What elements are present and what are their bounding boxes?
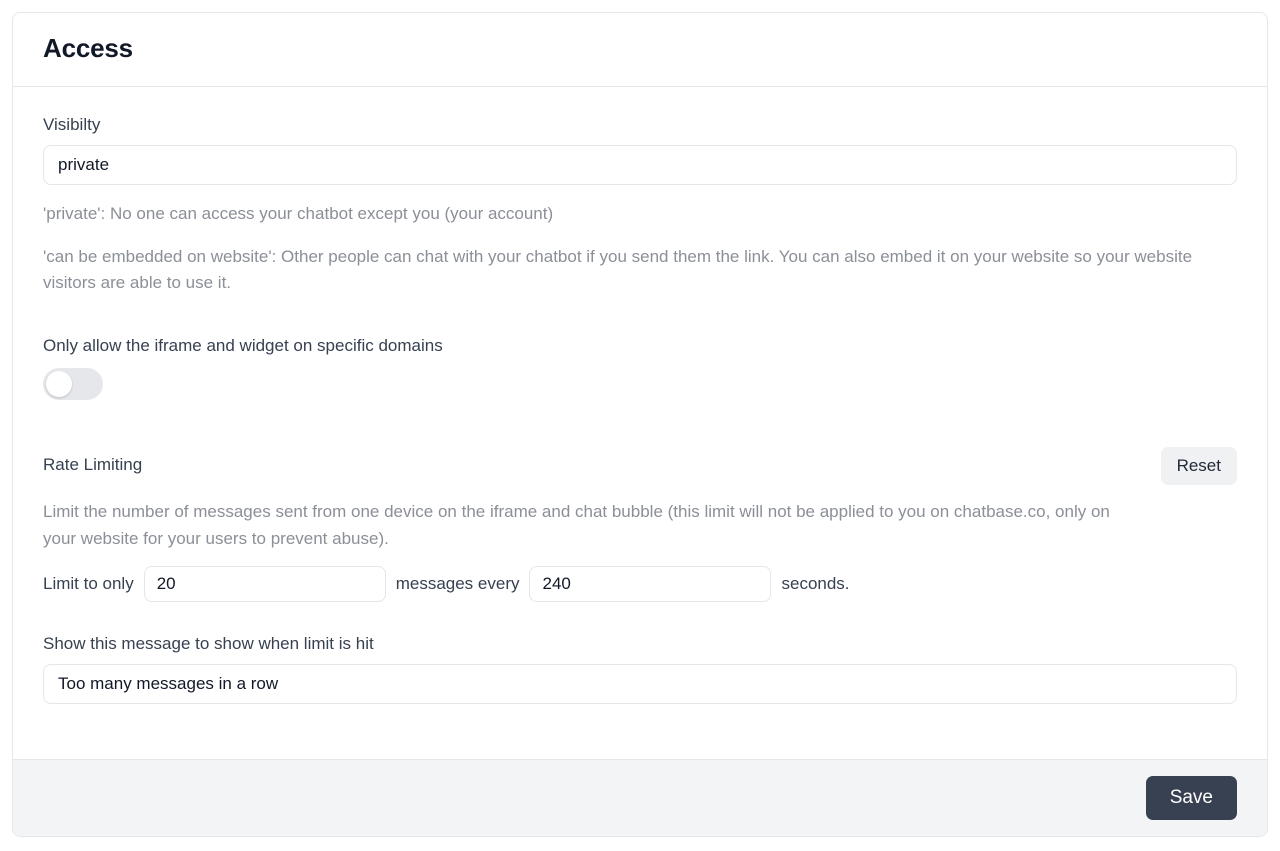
visibility-helper-private: 'private': No one can access your chatbot except you (your account) (43, 204, 554, 224)
toggle-knob (46, 371, 72, 397)
domains-toggle[interactable] (43, 368, 103, 400)
limit-message-input[interactable] (43, 664, 1237, 704)
visibility-select-wrap (43, 145, 1237, 185)
messages-count-input[interactable] (144, 566, 386, 602)
rate-limiting-title: Rate Limiting (43, 455, 143, 475)
limit-message-label: Show this message to show when limit is hit (43, 633, 374, 653)
visibility-helper-embed: 'can be embedded on website': Other people can chat with your chatbot if you send them the link. You can also embed it on your website so your website visitors are able to use it. (43, 246, 1193, 292)
limit-row (43, 566, 1237, 602)
card-footer (13, 759, 1267, 836)
limit-middle-label: messages every (395, 573, 520, 593)
limit-suffix-label: seconds. (781, 573, 850, 593)
card-header (13, 13, 1267, 87)
seconds-input[interactable] (529, 566, 771, 602)
page-title: Access (43, 33, 133, 63)
rate-limiting-header (43, 447, 1237, 485)
visibility-select[interactable]: private (43, 145, 1237, 185)
visibility-label: Visibilty (43, 115, 101, 135)
spacer (43, 296, 1237, 336)
rate-limiting-description: Limit the number of messages sent from one device on the iframe and chat bubble (this limit will not be applied to you on chatbase.co, only on your website for your users to prevent abuse). (43, 502, 1110, 548)
limit-prefix-label: Limit to only (43, 573, 134, 593)
card-body (13, 87, 1267, 759)
save-button[interactable]: Save (1146, 776, 1237, 820)
domains-label: Only allow the iframe and widget on specific domains (43, 336, 443, 356)
access-card (12, 12, 1268, 837)
reset-button[interactable]: Reset (1161, 447, 1237, 485)
